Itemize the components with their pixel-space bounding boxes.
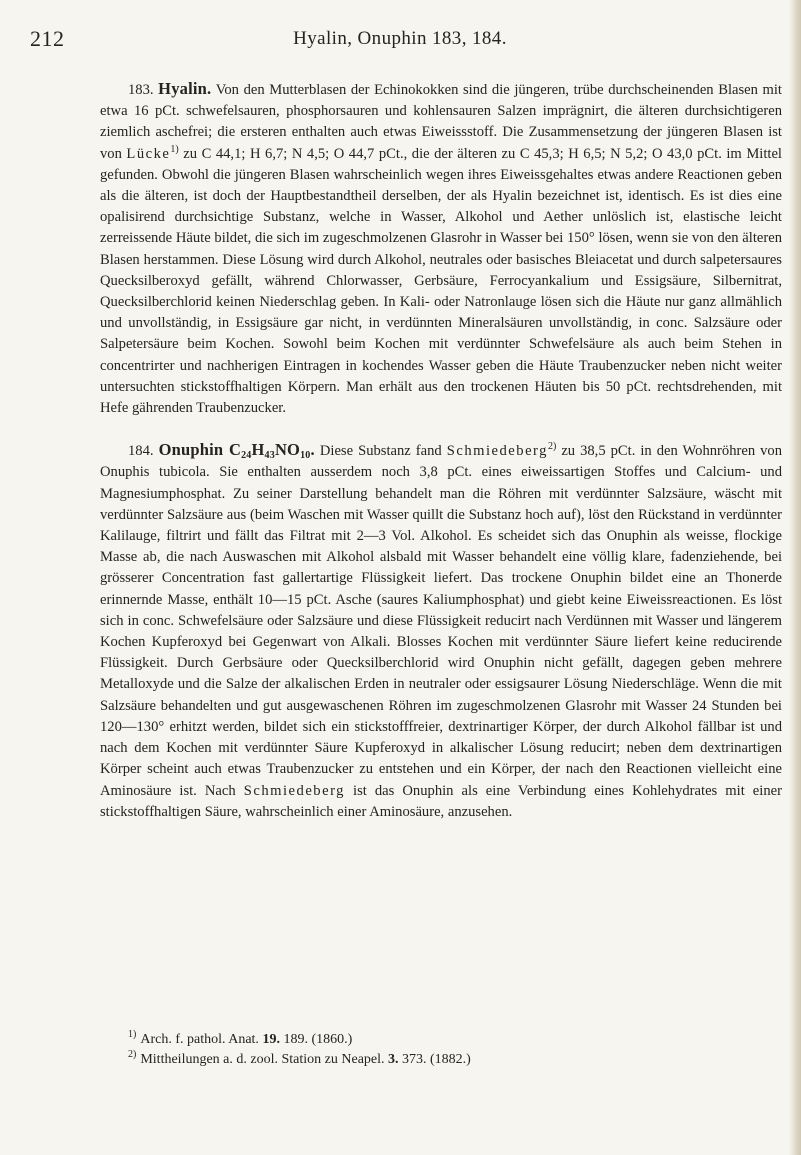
author-name: Schmiedeberg	[446, 443, 548, 460]
footnote-text: Mittheilungen a. d. zool. Station zu Neapel.	[140, 1052, 385, 1067]
chemical-formula	[228, 440, 315, 462]
footnote-2	[128, 1050, 782, 1070]
footnotes	[128, 1030, 782, 1070]
formula-element: NO	[274, 440, 301, 460]
formula-end: .	[310, 440, 315, 460]
running-title: Hyalin, Onuphin 183, 184.	[293, 28, 507, 49]
paragraph-text: zu 38,5 pCt. in den Wohnröhren von Onuphis tubicola. Sie enthalten ausserdem noch 3,8 pCt. eines eiweissartigen Stoffes und Calcium- und Magnesiumphosphat. Zu seiner Darstellung behandelt man die Röhren mit verdünnter Salzsäure, wäscht mit verdünnter Salzsäure aus (beim Waschen mit Wasser quillt die Substanz hoch auf), löst den Rückstand in verdünnter Kalilauge, filtrirt und fällt das Filtrat mit 2—3 Vol. Alkohol. Es scheidet sich das Onuphin als weisse, flockige Masse ab, die nach Auswaschen mit Alkohol alsbald mit Wasser behandelt eine völlig klare, fadenziehende, bei grösserer Concentration fast gallertartige Flüssigkeit liefert. Das trockene Onuphin bildet eine an Thonerde erinnernde Masse, enthält 10—15 pCt. Asche (saures Kaliumphosphat) und giebt keine Eiweissreactionen. Es löst sich in conc. Schwefelsäure oder Salzsäure und diese Flüssigkeit reducirt nach Verdünnen mit Wasser und längerem Kochen Kupferoxyd bei Gegenwart von Alkali. Blosses Kochen mit verdünnter Säure liefert keine reducirende Flüssigkeit. Durch Gerbsäure oder Quecksilberchlorid wird Onuphin nicht gefällt, dagegen geben mehrere Metalloxyde und die Salze der alkalischen Erden in neutraler oder essigsaurer Lösung Niederschläge. Wenn die mit Salzsäure behandelten und gut ausgewaschenen Röhren im zugeschmolzenen Glasrohr mit Wasser 24 Stunden bei 120—130° erhitzt werden, bildet sich ein stickstofffreier, dextrinartiger Körper, der durch Alkohol fällbar ist und nach dem Kochen mit verdünnter Säure Kupferoxyd in alkalischer Lösung reducirt; neben dem dextrinartigen Körper scheint auch etwas Traubenzucker zu entstehen und ein Körper, der nach den Reactionen vielleicht eine Aminosäure ist. Nach	[100, 443, 783, 799]
footnote-text: Arch. f. pathol. Anat.	[140, 1032, 259, 1047]
author-name: Schmiedeberg	[243, 782, 345, 799]
footnote-mark: 2)	[128, 1049, 137, 1060]
paragraph-text: Diese Substanz fand	[319, 443, 442, 460]
section-heading-onuphin	[158, 440, 315, 462]
footnote-text: 373. (1882.)	[402, 1052, 471, 1067]
body-text	[100, 78, 782, 823]
formula-subscript: 10	[300, 450, 311, 462]
section-number: 184.	[128, 443, 154, 460]
formula-element: C	[228, 440, 242, 460]
footnote-volume: 19.	[262, 1032, 280, 1047]
paragraph-183-hyalin	[100, 78, 782, 419]
paragraph-text: Von den Mutterblasen der Echinokokken sind die jüngeren, trübe durchscheinenden Blasen mit etwa 16 pCt. schwefelsauren, phosphorsauren und kohlensauren Salzen imprägnirt, die älteren durchsichtigeren ziemlich aschefrei; die ersteren enthalten auch etwas Eiweissstoff. Die Zusammensetzung der jüngeren Blasen ist von	[100, 82, 782, 162]
footnote-mark: 1)	[128, 1029, 137, 1040]
section-number: 183.	[128, 82, 154, 98]
footnote-volume: 3.	[388, 1052, 399, 1067]
formula-subscript: 24	[241, 450, 252, 462]
footnote-reference[interactable]: 1)	[170, 143, 179, 155]
page-header	[30, 26, 770, 56]
page-number: 212	[30, 26, 65, 51]
paragraph-184-onuphin	[100, 439, 782, 823]
footnote-1	[128, 1030, 782, 1050]
formula-subscript: 43	[264, 450, 275, 462]
section-heading-hyalin: Hyalin.	[158, 79, 212, 98]
paragraph-text: zu C 44,1; H 6,7; N 4,5; O 44,7 pCt., die der älteren zu C 45,3; H 6,5; N 5,2; O 43,0 pCt. im Mittel gefunden. Obwohl die jüngeren Blasen wahrscheinlich wegen ihres Eiweissgehaltes etwas andere Reactionen geben als die älteren, ist doch der Hauptbestandtheil derselben, der als Hyalin bezeichnet ist, identisch. Es ist dies eine opalisirend durchsichtige Substanz, welche in Wasser, Alkohol und Aether unlöslich ist, elastische leicht zerreissende Häute bildet, die sich im zugeschmolzenen Glasrohr in Wasser bei 150° lösen, wenn sie von den älteren Blasen herstammen. Diese Lösung wird durch Alkohol, neutrales oder basisches Bleiacetat und durch salpetersaures Quecksilberoxyd gefällt, während Chlorwasser, Gerbsäure, Ferrocyankalium und Essigsäure, Silbernitrat, Quecksilberchlorid keinen Niederschlag geben. In Kali- oder Natronlauge lösen sich die Häute nur ganz allmählich und unvollständig, in Essigsäure gar nicht, in verdünnten Mineralsäuren unvollständig, in conc. Salzsäure oder Salpetersäure beim Kochen. Sowohl beim Kochen mit verdünnter Schwefelsäure als auch beim Stehen in concentrirter und nachherigen Eintragen in kochendes Wasser geben die Häute Traubenzucker neben nicht weiter untersuchten stickstoffhaltigen Körpern. Man erhält aus den trockenen Häuten bis 50 pCt. rechtsdrehenden, mit Hefe gährenden Traubenzucker.	[100, 145, 782, 417]
page-edge-shadow	[789, 0, 801, 1155]
paragraph-text: ist das Onuphin als eine Verbindung eines Kohlehydrates mit einer stickstoffhaltigen Säure, wahrscheinlich einer Aminosäure, anzusehen.	[100, 782, 782, 820]
footnote-text: 189. (1860.)	[283, 1032, 353, 1047]
heading-text: Onuphin	[158, 440, 224, 460]
author-name: Lücke	[126, 145, 171, 162]
footnote-reference[interactable]: 2)	[547, 441, 557, 453]
formula-element: H	[251, 440, 265, 460]
